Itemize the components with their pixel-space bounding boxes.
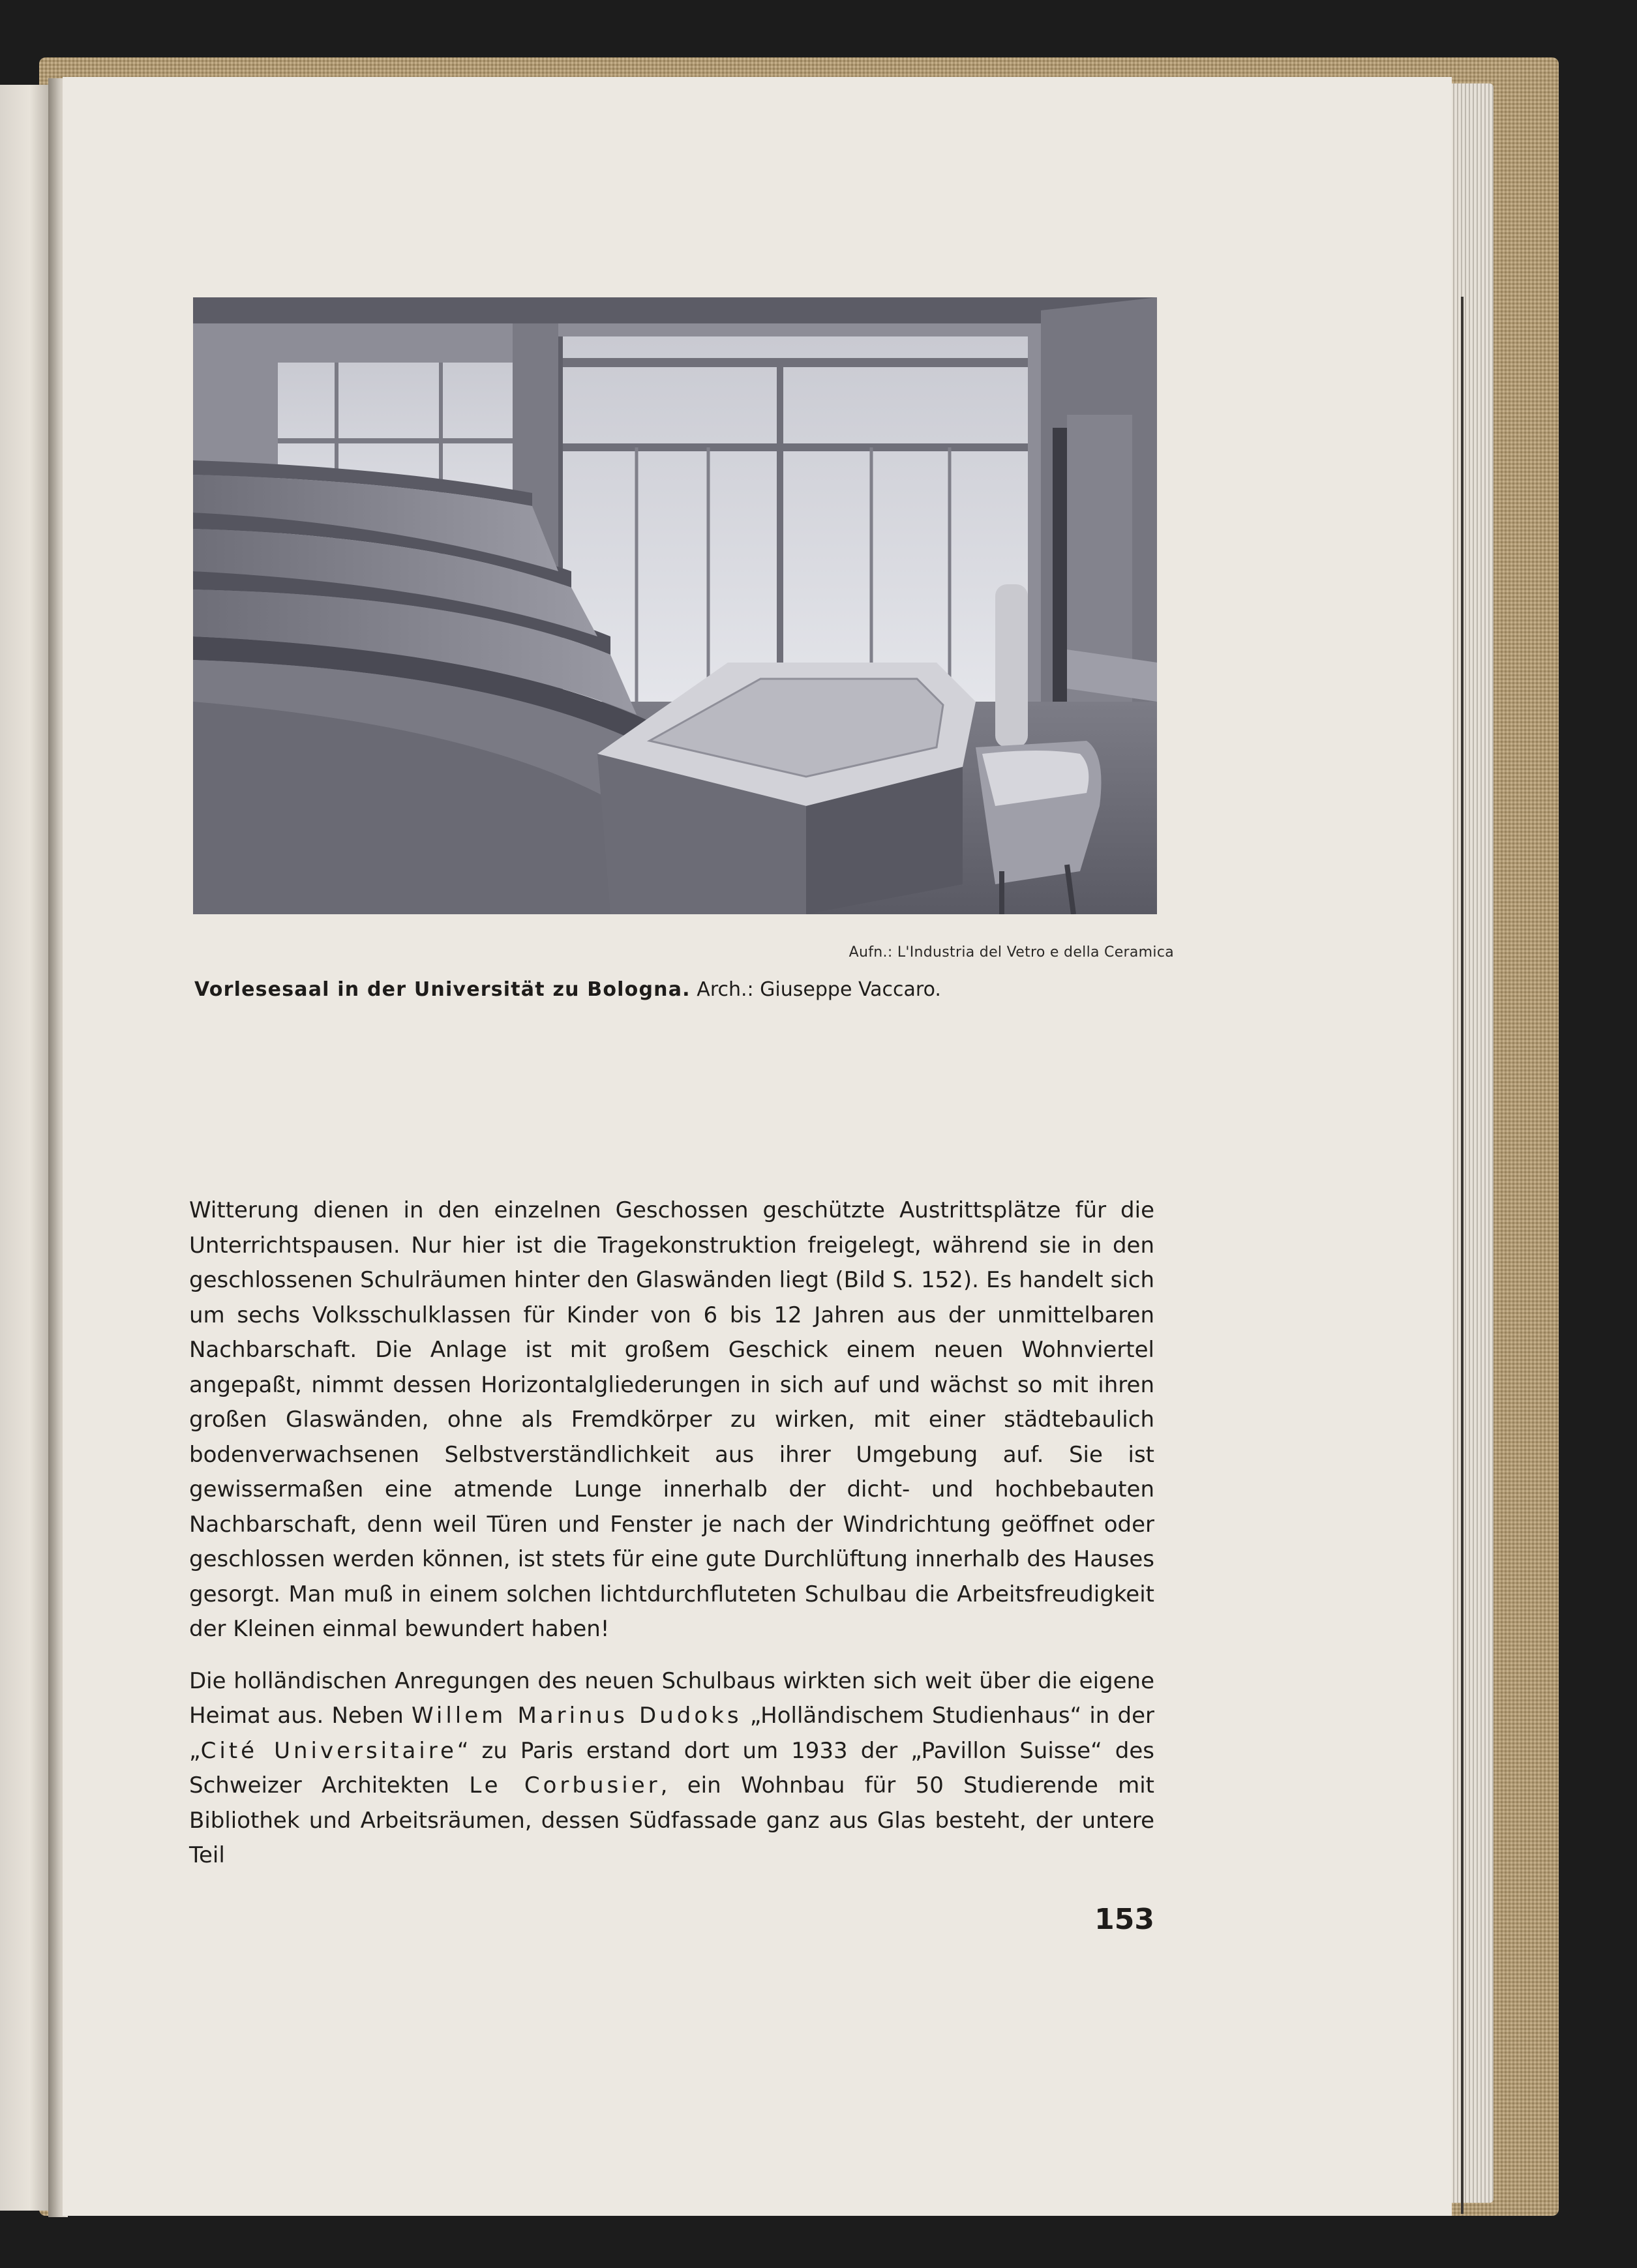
paragraph-1: Witterung dienen in den einzelnen Geschossen geschützte Austrittsplätze für die Unterrichtspausen. Nur hier ist die Tragekonstruktion freigelegt, während sie in den geschlossenen Schulräumen hinter den Glaswänden liegt (Bild S. 152). Es handelt sich um sechs Volksschulklassen für Kinder von 6 bis 12 Jahren aus der unmittelbaren Nachbarschaft. Die Anlage ist mit großem Geschick einem neuen Wohnviertel angepaßt, nimmt dessen Horizontalgliederungen in sich auf und wächst so mit ihren großen Glaswänden, ohne als Fremdkörper zu wirken, mit einer städtebaulich bodenverwachsenen Selbstverständlichkeit aus ihrer Umgebung auf. Sie ist gewissermaßen eine atmende Lunge innerhalb der dicht- und hochbebauten Nachbarschaft, denn weil Türen und Fenster je nach der Windrichtung geöffnet oder geschlossen werden können, ist stets für eine gute Durchlüftung innerhalb des Hauses gesorgt. Man muß in einem solchen lichtdurchfluteten Schulbau die Arbeitsfreudigkeit der Kleinen einmal bewundert haben! <box>189 1197 1154 1642</box>
lecture-hall-photo <box>193 297 1157 914</box>
paragraph-2 <box>189 1664 1154 1873</box>
previous-page-edge <box>0 85 50 2211</box>
paragraph-2-part-3: “ zu Paris erstand dort um 1933 der „Pavillon Suisse“ des Schweizer Architekten <box>189 1737 1154 1798</box>
caption-title: Vorlesesaal in der Universität zu Bologna. <box>194 978 691 1001</box>
paragraph-2-name-dudok: Willem Marinus Dudoks <box>412 1703 742 1729</box>
paragraph-2-part-4: , ein Wohnbau für 50 Studierende mit Bibliothek und Arbeitsräumen, dessen Südfassade ganz aus Glas besteht, der untere Teil <box>189 1772 1155 1868</box>
paragraph-2-part-2: „Holländischem Studienhaus“ in der „ <box>189 1703 1155 1764</box>
page-number: 153 <box>1094 1903 1154 1936</box>
paragraph-2-name-corbusier: Le Corbusier <box>469 1772 661 1798</box>
paragraph-2-name-cite: Cité Universitaire <box>200 1737 457 1764</box>
body-text <box>189 1193 1154 1873</box>
photo-credit: Aufn.: L'Industria del Vetro e della Ceramica <box>849 944 1174 961</box>
caption-architect: Arch.: Giuseppe Vaccaro. <box>697 978 941 1001</box>
figure-caption <box>194 978 1173 1001</box>
paragraph-2-part-1: Die holländischen Anregungen des neuen Schulbaus wirkten sich weit über die eigene Heimat aus. Neben <box>189 1667 1154 1729</box>
page-edge-line <box>1461 297 1464 2214</box>
